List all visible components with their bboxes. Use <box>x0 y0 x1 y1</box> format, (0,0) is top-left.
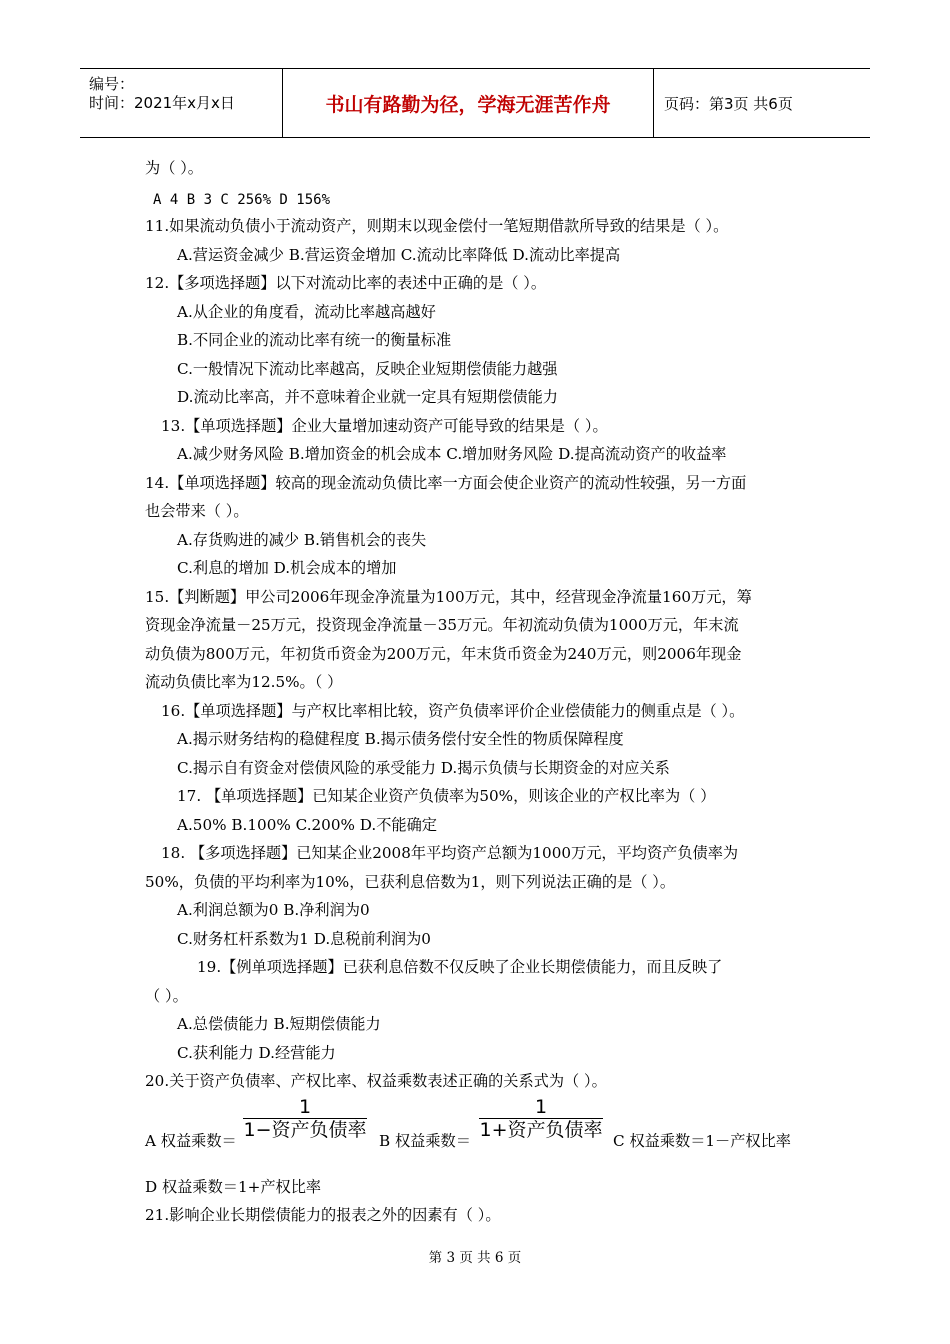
header-meta-cell <box>80 69 283 137</box>
formula-a-fraction <box>243 1096 367 1141</box>
formula-b-prefix: B 权益乘数＝ <box>379 1132 471 1150</box>
option-line: A.存货购进的减少 B.销售机会的丧失 <box>177 531 427 549</box>
page-footer: 第 3 页 共 6 页 <box>428 1250 522 1266</box>
formula-a-denominator: 1−资产负债率 <box>243 1119 367 1141</box>
text-line: 50%，负债的平均利率为10%，已获利息倍数为1，则下列说法正确的是（ ）。 <box>145 873 676 891</box>
text-line: A 4 B 3 C 256% D 156% <box>153 192 331 208</box>
formula-b-denominator: 1+资产负债率 <box>479 1119 603 1141</box>
option-line: C.一般情况下流动比率越高，反映企业短期偿债能力越强 <box>177 360 558 378</box>
option-line: D 权益乘数＝1+产权比率 <box>145 1178 322 1196</box>
text-line: 资现金净流量－25万元，投资现金净流量－35万元。年初流动负债为1000万元，年末流 <box>145 616 739 634</box>
text-line: 也会带来（ ）。 <box>145 502 249 520</box>
text-line: （ ）。 <box>145 987 188 1005</box>
option-line: C.获利能力 D.经营能力 <box>177 1044 336 1062</box>
question-15: 15.【判断题】甲公司2006年现金净流量为100万元，其中，经营现金净流量160万元，筹 <box>145 588 752 606</box>
question-18: 18. 【多项选择题】已知某企业2008年平均资产总额为1000万元，平均资产负债率为 <box>161 844 739 862</box>
question-17: 17. 【单项选择题】已知某企业资产负债率为50%，则该企业的产权比率为（ ） <box>177 787 716 805</box>
formula-a-prefix: A 权益乘数＝ <box>145 1132 237 1150</box>
option-line: A.50% B.100% C.200% D.不能确定 <box>177 816 437 834</box>
option-line: A.利润总额为0 B.净利润为0 <box>177 901 370 919</box>
option-line: A.总偿债能力 B.短期偿债能力 <box>177 1015 381 1033</box>
header-motto: 书山有路勤为径，学海无涯苦作舟 <box>283 69 654 137</box>
text-line: 为（ ）。 <box>145 159 203 177</box>
question-11: 11.如果流动负债小于流动资产，则期末以现金偿付一笔短期借款所导致的结果是（ ）。 <box>145 217 729 235</box>
option-line: A.营运资金减少 B.营运资金增加 C.流动比率降低 D.流动比率提高 <box>177 246 621 264</box>
option-line: C.利息的增加 D.机会成本的增加 <box>177 559 397 577</box>
page-header <box>80 68 870 138</box>
question-13: 13.【单项选择题】企业大量增加速动资产可能导致的结果是（ ）。 <box>161 417 608 435</box>
header-page-label: 页码：第3页 共6页 <box>664 94 793 113</box>
header-page-cell <box>654 69 870 137</box>
text-line: 流动负债比率为12.5%。（ ） <box>145 673 343 691</box>
question-16: 16.【单项选择题】与产权比率相比较，资产负债率评价企业偿债能力的侧重点是（ ）。 <box>161 702 745 720</box>
header-date-label: 时间：2021年x月x日 <box>89 94 235 112</box>
option-line: A.减少财务风险 B.增加资金的机会成本 C.增加财务风险 D.提高流动资产的收益率 <box>177 445 727 463</box>
formula-b-fraction <box>479 1096 603 1141</box>
question-20: 20.关于资产负债率、产权比率、权益乘数表述正确的关系式为（ ）。 <box>145 1072 607 1090</box>
formula-b-numerator: 1 <box>534 1096 548 1118</box>
question-21: 21.影响企业长期偿债能力的报表之外的因素有（ ）。 <box>145 1206 501 1224</box>
option-line: B.不同企业的流动比率有统一的衡量标准 <box>177 331 452 349</box>
header-number-label: 编号： <box>89 75 135 93</box>
formula-a-numerator: 1 <box>298 1096 312 1118</box>
option-line: C.财务杠杆系数为1 D.息税前利润为0 <box>177 930 431 948</box>
formula-c-text: C 权益乘数＝1－产权比率 <box>613 1132 791 1150</box>
option-line: A.从企业的角度看，流动比率越高越好 <box>177 303 436 321</box>
question-14: 14.【单项选择题】较高的现金流动负债比率一方面会使企业资产的流动性较强，另一方面 <box>145 474 747 492</box>
question-12: 12.【多项选择题】以下对流动比率的表述中正确的是（ ）。 <box>145 274 547 292</box>
option-line: C.揭示自有资金对偿债风险的承受能力 D.揭示负债与长期资金的对应关系 <box>177 759 670 777</box>
question-19: 19.【例单项选择题】已获利息倍数不仅反映了企业长期偿债能力，而且反映了 <box>197 958 723 976</box>
option-line: D.流动比率高，并不意味着企业就一定具有短期偿债能力 <box>177 388 558 406</box>
option-line: A.揭示财务结构的稳健程度 B.揭示债务偿付安全性的物质保障程度 <box>177 730 624 748</box>
text-line: 动负债为800万元，年初货币资金为200万元，年末货币资金为240万元，则2006年现金 <box>145 645 742 663</box>
